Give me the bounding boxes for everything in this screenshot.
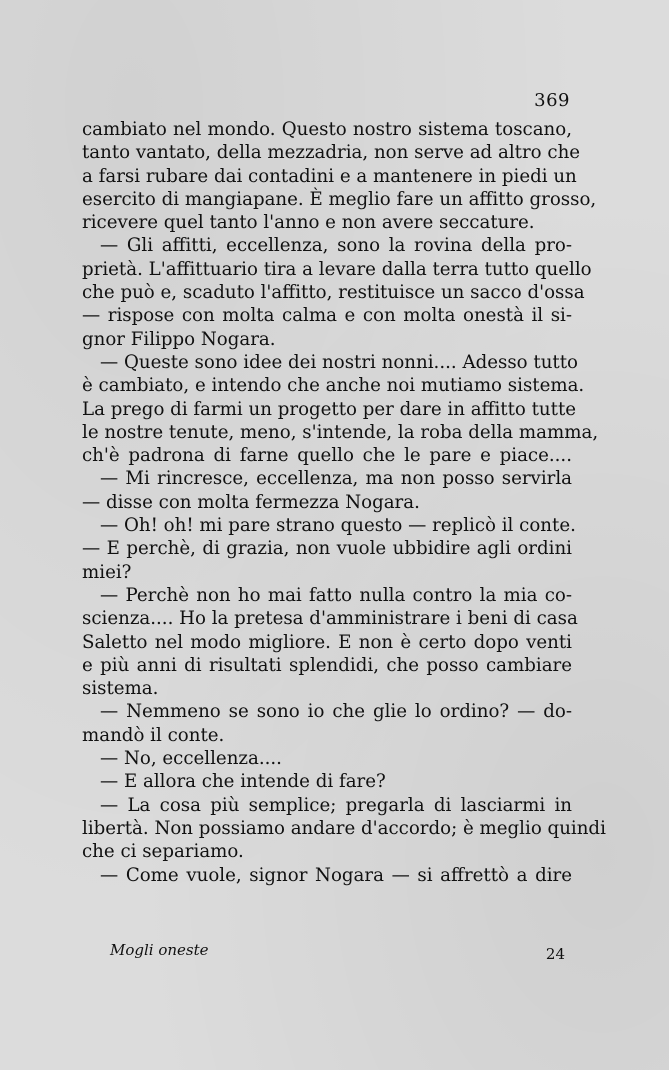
- text-line: ricevere quel tanto l'anno e non avere seccature.: [82, 212, 535, 234]
- text-line: e più anni di risultati splendidi, che posso cambiare: [82, 654, 572, 676]
- body-text: [82, 118, 606, 887]
- text-line: — E allora che intende di fare?: [100, 771, 386, 793]
- text-line: — Gli affitti, eccellenza, sono la rovina della pro-: [100, 235, 572, 257]
- text-line: mandò il conte.: [82, 724, 225, 746]
- text-line: La prego di farmi un progetto per dare in affitto tutte: [82, 398, 577, 420]
- text-line: — rispose con molta calma e con molta onestà il si-: [82, 305, 572, 327]
- text-line: prietà. L'affittuario tira a levare dalla terra tutto quello: [82, 258, 592, 280]
- text-line: — Queste sono idee dei nostri nonni.... Adesso tutto: [100, 351, 578, 373]
- text-line: miei?: [82, 561, 132, 583]
- text-line: Saletto nel modo migliore. E non è certo dopo venti: [82, 631, 572, 653]
- text-line: ch'è padrona di farne quello che le pare e piace....: [82, 445, 572, 467]
- text-line: cambiato nel mondo. Questo nostro sistema toscano,: [82, 119, 572, 140]
- text-line: che ci separiamo.: [82, 841, 244, 863]
- text-line: a farsi rubare dai contadini e a mantenere in piedi un: [82, 165, 577, 187]
- footer-signature-number: 24: [545, 945, 565, 963]
- text-line: sistema.: [82, 678, 159, 700]
- page-footer: [110, 941, 565, 965]
- text-line: è cambiato, e intendo che anche noi mutiamo sistema.: [82, 375, 585, 397]
- text-line: — Oh! oh! mi pare strano questo — replicò il conte.: [100, 515, 576, 537]
- text-line: — No, eccellenza....: [100, 748, 282, 770]
- text-line: tanto vantato, della mezzadria, non serve ad altro che: [82, 142, 581, 164]
- text-line: — disse con molta fermezza Nogara.: [82, 491, 420, 513]
- text-line: — Mi rincresce, eccellenza, ma non posso servirla: [100, 468, 572, 490]
- text-line: — La cosa più semplice; pregarla di lasciarmi in: [100, 794, 572, 816]
- page-number: 369: [534, 90, 570, 111]
- text-line: — E perchè, di grazia, non vuole ubbidire agli ordini: [82, 538, 572, 560]
- text-line: — Come vuole, signor Nogara — si affrettò a dire: [100, 864, 572, 886]
- text-line: le nostre tenute, meno, s'intende, la roba della mamma,: [82, 421, 599, 443]
- text-line: libertà. Non possiamo andare d'accordo; è meglio quindi: [82, 817, 606, 839]
- text-line: — Nemmeno se sono io che glie lo ordino? — do-: [100, 701, 572, 723]
- text-line: che può e, scaduto l'affitto, restituisce un sacco d'ossa: [82, 282, 585, 304]
- text-line: — Perchè non ho mai fatto nulla contro la mia co-: [100, 584, 572, 606]
- footer-book-title: Mogli oneste: [110, 941, 209, 959]
- text-line: gnor Filippo Nogara.: [82, 328, 276, 350]
- text-line: esercito di mangiapane. È meglio fare un affitto grosso,: [82, 188, 597, 210]
- text-line: scienza.... Ho la pretesa d'amministrare i beni di casa: [82, 608, 578, 630]
